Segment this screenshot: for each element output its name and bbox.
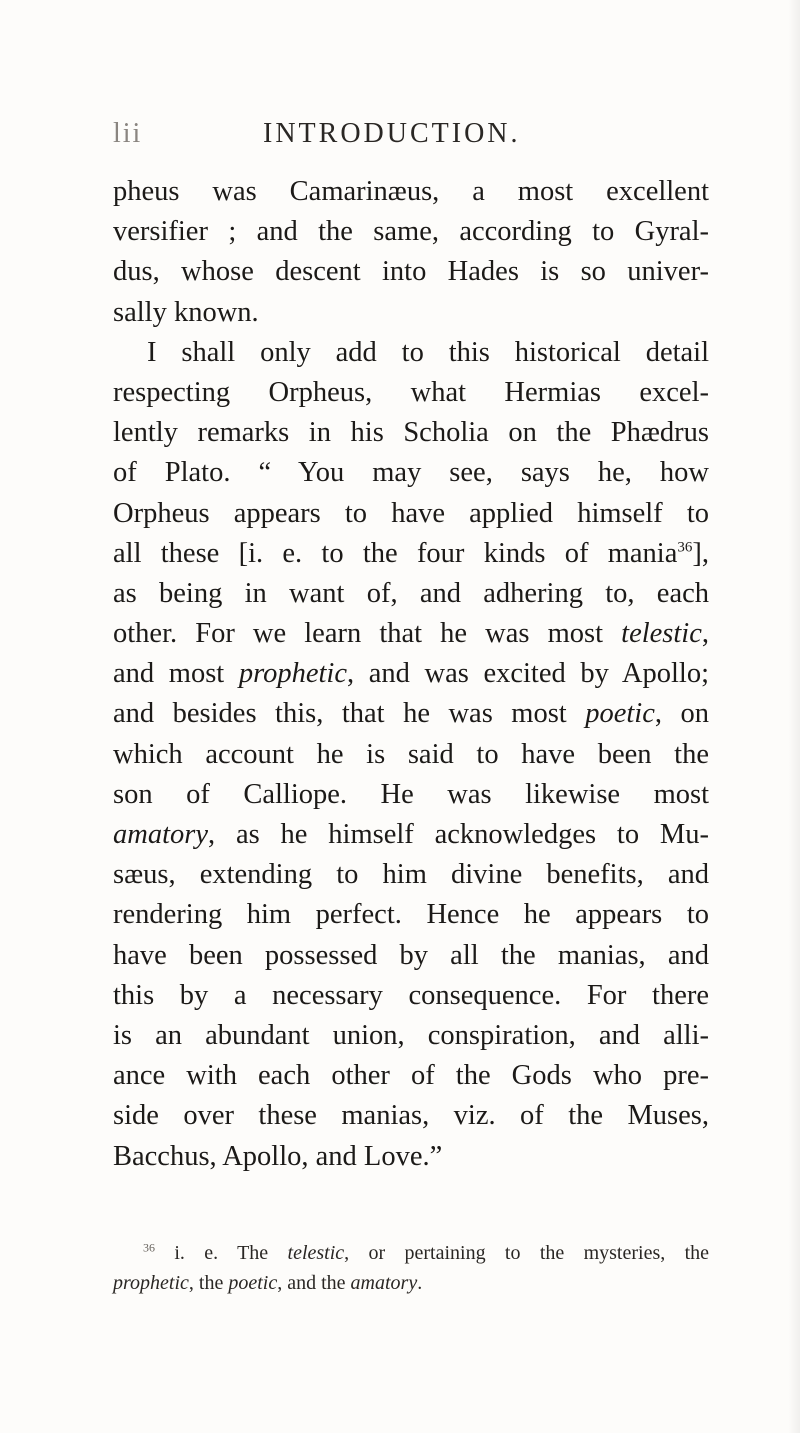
text-line: I shall only add to this historical detail (147, 336, 709, 368)
footnote-line (113, 1238, 709, 1268)
text-line: versifier ; and the same, according to Gyral- (113, 216, 709, 248)
text-segment: , the (188, 1272, 229, 1294)
italic-term: amatory (350, 1272, 418, 1294)
text-segment: and besides this, that he was most (113, 698, 586, 730)
text-line: Orpheus appears to have applied himself to (113, 497, 709, 529)
text-line: dus, whose descent into Hades is so univer- (113, 256, 709, 288)
text-segment: ], (692, 537, 709, 569)
italic-term: poetic (585, 698, 655, 730)
text-line (113, 815, 709, 855)
footnote (113, 1238, 709, 1298)
text-segment: . (417, 1272, 423, 1294)
text-line (113, 614, 709, 654)
italic-term: telestic (287, 1242, 345, 1264)
text-line: pheus was Camarinæus, a most excellent (113, 176, 709, 207)
running-head: INTRODUCTION. (263, 118, 521, 149)
italic-term: amatory (113, 819, 208, 850)
text-segment: , as he himself acknowledges to Mu- (208, 819, 709, 850)
page-edge-shadow (788, 0, 800, 1433)
text-segment: , on (654, 698, 709, 730)
page-header (113, 118, 693, 154)
italic-term: telestic (621, 618, 702, 650)
page-number: lii (113, 118, 143, 149)
text-segment: other. For we learn that he was most (113, 618, 622, 650)
footnote-reference: 36 (677, 539, 693, 556)
text-segment: , or pertaining to the mysteries, the (344, 1242, 710, 1264)
text-line: son of Calliope. He was likewise most (113, 778, 709, 810)
text-line: Bacchus, Apollo, and Love.” (113, 1140, 443, 1172)
italic-term: poetic (228, 1272, 278, 1294)
text-line: which account he is said to have been the (113, 738, 709, 770)
text-segment: and most (113, 658, 239, 690)
body-text (113, 172, 709, 1177)
footnote-mark: 36 (143, 1240, 155, 1255)
text-line: have been possessed by all the manias, and (113, 939, 709, 971)
text-line: sally known. (113, 296, 259, 328)
text-line: as being in want of, and adhering to, each (113, 577, 709, 609)
text-line: rendering him perfect. Hence he appears to (113, 899, 709, 931)
text-line: of Plato. “ You may see, says he, how (113, 457, 709, 489)
text-line (113, 694, 709, 734)
footnote-line (113, 1268, 709, 1298)
text-segment: all these [i. e. to the four kinds of mania (113, 537, 678, 569)
text-line: is an abundant union, conspiration, and alli- (113, 1019, 709, 1051)
italic-term: prophetic (113, 1272, 189, 1294)
text-line: sæus, extending to him divine benefits, and (113, 859, 709, 891)
text-line: lently remarks in his Scholia on the Phædrus (113, 417, 709, 449)
text-line: side over these manias, viz. of the Muses, (113, 1100, 709, 1132)
text-line: this by a necessary consequence. For there (113, 979, 709, 1011)
text-segment: i. e. The (174, 1242, 288, 1264)
text-segment: , and was excited by Apollo; (347, 658, 709, 690)
text-segment: , and the (277, 1272, 351, 1294)
text-line (113, 654, 709, 694)
text-line: ance with each other of the Gods who pre- (113, 1060, 709, 1092)
text-segment: , (701, 618, 709, 650)
text-line: respecting Orpheus, what Hermias excel- (113, 376, 709, 408)
italic-term: prophetic (238, 658, 347, 690)
text-line (113, 534, 709, 574)
